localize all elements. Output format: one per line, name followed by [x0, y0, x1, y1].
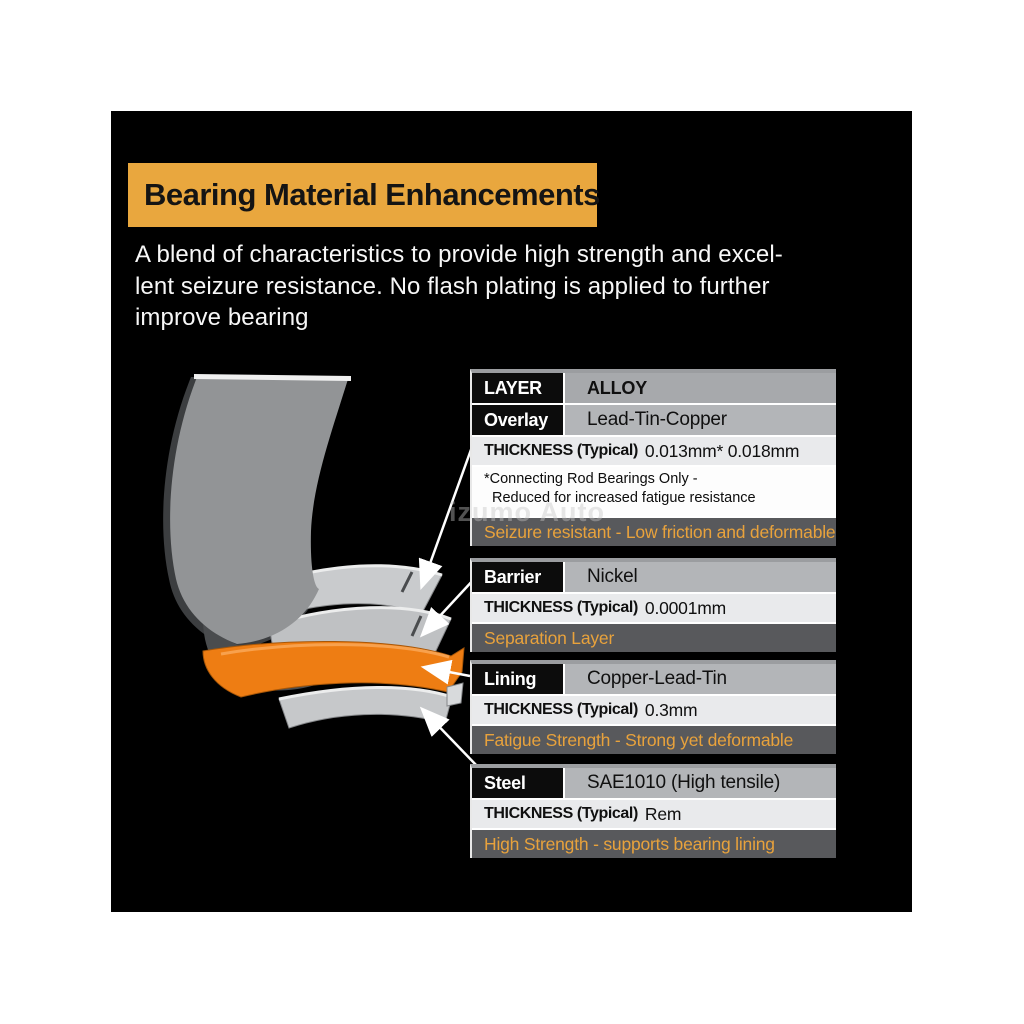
- overlay-note-row: [472, 467, 836, 518]
- lining-label: Lining: [472, 664, 565, 694]
- lining-alloy: Copper-Lead-Tin: [565, 664, 836, 694]
- thickness-label: THICKNESS (Typical): [484, 599, 638, 616]
- alloy-column-header: ALLOY: [565, 373, 836, 403]
- overlay-property-row: [472, 518, 836, 546]
- overlay-property: Seizure resistant - Low friction and deformable: [484, 521, 836, 542]
- barrier-row: [472, 562, 836, 594]
- thickness-label: THICKNESS (Typical): [484, 442, 638, 459]
- lining-property-row: [472, 726, 836, 754]
- note-line-2: Reduced for increased fatigue resistance: [492, 490, 756, 506]
- thickness-label: THICKNESS (Typical): [484, 805, 638, 822]
- table-section-barrier: [470, 558, 836, 652]
- barrier-property-row: [472, 624, 836, 652]
- watermark: izumo Auto: [449, 497, 605, 527]
- overlay-arrow: [423, 433, 477, 583]
- thickness-value: Rem: [644, 803, 682, 824]
- lining-row: [472, 664, 836, 696]
- steel-alloy: SAE1010 (High tensile): [565, 768, 836, 798]
- table-header-row: [472, 373, 836, 405]
- overlay-label: Overlay: [472, 405, 565, 435]
- steel-layer-tab: [447, 683, 463, 706]
- black-canvas: [111, 111, 912, 912]
- steel-row: [472, 768, 836, 800]
- layers-table: [470, 369, 836, 858]
- overlay-alloy: Lead-Tin-Copper: [565, 405, 836, 435]
- barrier-thickness-row: [472, 594, 836, 624]
- intro-line: A blend of characteristics to provide high strength and excel-: [135, 241, 783, 268]
- barrier-property: Separation Layer: [484, 627, 615, 648]
- table-section-steel: [470, 764, 836, 858]
- thickness-value: 0.0001mm: [644, 597, 726, 618]
- table-section-overlay: [470, 369, 836, 546]
- steel-property: High Strength - supports bearing lining: [484, 833, 775, 854]
- thickness-value: 0.3mm: [644, 699, 698, 720]
- overlay-thickness-row: [472, 437, 836, 467]
- layer-column-header: LAYER: [472, 373, 565, 403]
- lining-thickness-row: [472, 696, 836, 726]
- steel-label: Steel: [472, 768, 565, 798]
- page-title: Bearing Material Enhancements: [144, 177, 600, 212]
- intro-line: improve bearing: [135, 304, 309, 331]
- lining-property: Fatigue Strength - Strong yet deformable: [484, 729, 794, 750]
- barrier-label: Barrier: [472, 562, 565, 592]
- overlay-row: [472, 405, 836, 437]
- barrier-alloy: Nickel: [565, 562, 836, 592]
- table-section-lining: [470, 660, 836, 754]
- thickness-label: THICKNESS (Typical): [484, 701, 638, 718]
- note-line-1: *Connecting Rod Bearings Only -: [484, 471, 698, 487]
- steel-thickness-row: [472, 800, 836, 830]
- thickness-value: 0.013mm* 0.018mm: [644, 440, 800, 461]
- intro-line: lent seizure resistance. No flash plating is applied to further: [135, 272, 770, 300]
- steel-property-row: [472, 830, 836, 858]
